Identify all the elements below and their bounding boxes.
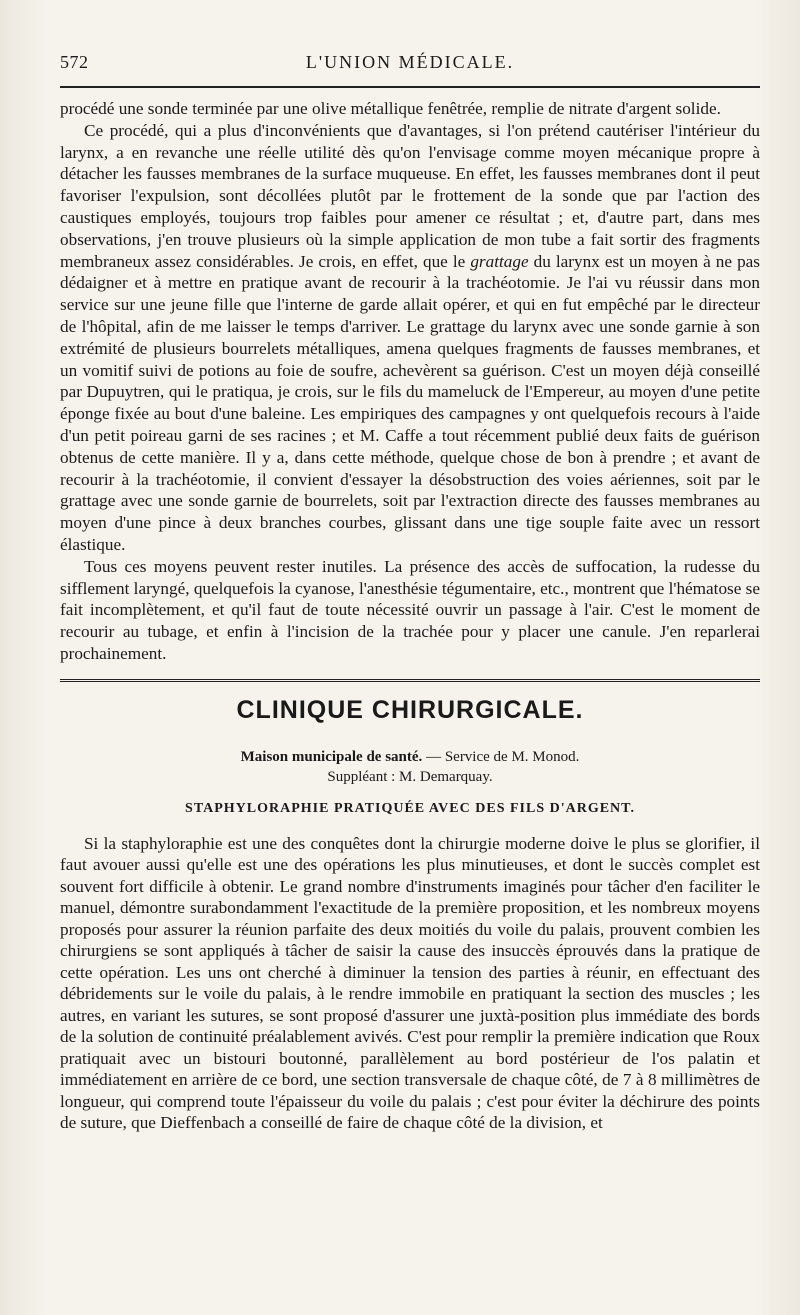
page-header [60, 52, 760, 78]
section-service-line [60, 747, 760, 767]
page-number: 572 [60, 52, 89, 72]
previous-article [60, 98, 760, 665]
institution-name: Maison municipale de santé. [240, 748, 423, 765]
emphasized-word: grattage [470, 251, 529, 271]
service-name: — Service de M. Monod. [422, 748, 580, 765]
substitute-line: Suppléant : M. Demarquay. [327, 768, 493, 785]
article-body [60, 833, 760, 1134]
section-title: CLINIQUE CHIRURGICALE. [236, 695, 584, 724]
paragraph-grattage: Ce procédé, qui a plus d'inconvénients que d'avantages, si l'on prétend cautériser l'intérieur du larynx, a en revanche une réelle utilité dès qu'on l'envisage comme moyen mécanique propre à détacher les fausses membranes de la surface muqueuse. En effet, les fausses membranes dont il peut favoriser l'expulsion, sont décollées plutôt par le frottement de la sonde que par l'action des caustiques employés, toujours trop faibles pour amener ce résultat ; et, d'autre part, dans mes observations, j'en trouve plusieurs où la simple application de mon tube a fait sortir des fragments membraneux assez considérables. Je crois, en effet, que le grattage du larynx est un moyen à ne pas dédaigner et à mettre en pratique avant de recourir à la trachéotomie. Je l'ai vu réussir dans mon service sur une jeune fille que l'interne de garde allait opérer, et qui en fut empêché par le directeur de l'hôpital, afin de me laisser le temps d'arriver. Le grattage du larynx avec une sonde garnie à son extrémité de plusieurs bourrelets métalliques, amena quelques fragments de fausses membranes, et un vomitif suivi de potions au foie de soufre, achevèrent sa guérison. C'est un moyen déjà conseillé par Dupuytren, qui le pratiqua, je crois, sur le fils du mameluck de l'Empereur, au moyen d'une petite éponge fixée au bout d'une baleine. Les empiriques des campagnes y ont quelquefois recours à l'aide d'un petit poireau garni de ses racines ; et M. Caffe a tout récemment publié deux faits de guérison obtenus de cette manière. Il y a, dans cette méthode, quelque chose de bon à prendre ; et avant de recourir à la trachéotomie, il convient d'essayer la désobstruction des voies aériennes, soit par le grattage avec une sonde garnie de bourrelets, soit par l'extraction directe des fausses membranes au moyen d'une pince à deux branches courbes, glissant dans une tige souple faite avec un ressort élastique. [60, 120, 760, 554]
section-divider [60, 679, 760, 682]
article-title: STAPHYLORAPHIE PRATIQUÉE AVEC DES FILS D'ARGENT. [185, 800, 635, 816]
article-paragraph: Si la staphyloraphie est une des conquêtes dont la chirurgie moderne doive le plus se glorifier, il faut avouer aussi qu'elle est une des opérations les plus minutieuses, et dont le succès complet est souvent fort difficile à obtenir. Le grand nombre d'instruments imaginés pour tâcher d'en faciliter le manuel, démontre surabondamment l'exactitude de la première proposition, et les nombreux moyens proposés pour assurer la réunion parfaite des deux moitiés du voile du palais, prouvent combien les chirurgiens se sont appliqués à tâcher de saisir la cause des insuccès éprouvés dans la pratique de cette opération. Les uns ont cherché à diminuer la tension des parties à réunir, en effectuant des débridements sur le voile du palais, à le rendre immobile en pratiquant la section des muscles ; les autres, en variant les sutures, se sont proposé d'assurer une juxtà-position plus immédiate des bords de la solution de continuité préalablement avivés. C'est pour remplir la première indication que Roux pratiquait avec un bistouri boutonné, parallèlement au bord postérieur de l'os palatin et immédiatement en arrière de ce bord, une section transversale de chaque côté, de 7 à 8 millimètres de longueur, qui comprend toute l'épaisseur du voile du palais ; c'est pour éviter la déchirure des points de suture, que Dieffenbach a conseillé de faire de chaque côté de la division, et [60, 833, 760, 1133]
running-title: L'UNION MÉDICALE. [305, 52, 515, 72]
paragraph-continuation: procédé une sonde terminée par une olive métallique fenêtrée, remplie de nitrate d'argent solide. [60, 99, 721, 118]
paragraph-conclusion: Tous ces moyens peuvent rester inutiles. La présence des accès de suffocation, la rudesse du sifflement laryngé, quelquefois la cyanose, l'anesthésie tégumentaire, etc., montrent que l'hématose se fait incomplètement, et qu'il faut de toute nécessité ouvrir un passage à l'air. C'est le moment de recourir au tubage, et enfin à l'incision de la trachée pour y placer une canule. J'en reparlerai prochainement. [60, 556, 760, 663]
header-rule [60, 86, 760, 88]
